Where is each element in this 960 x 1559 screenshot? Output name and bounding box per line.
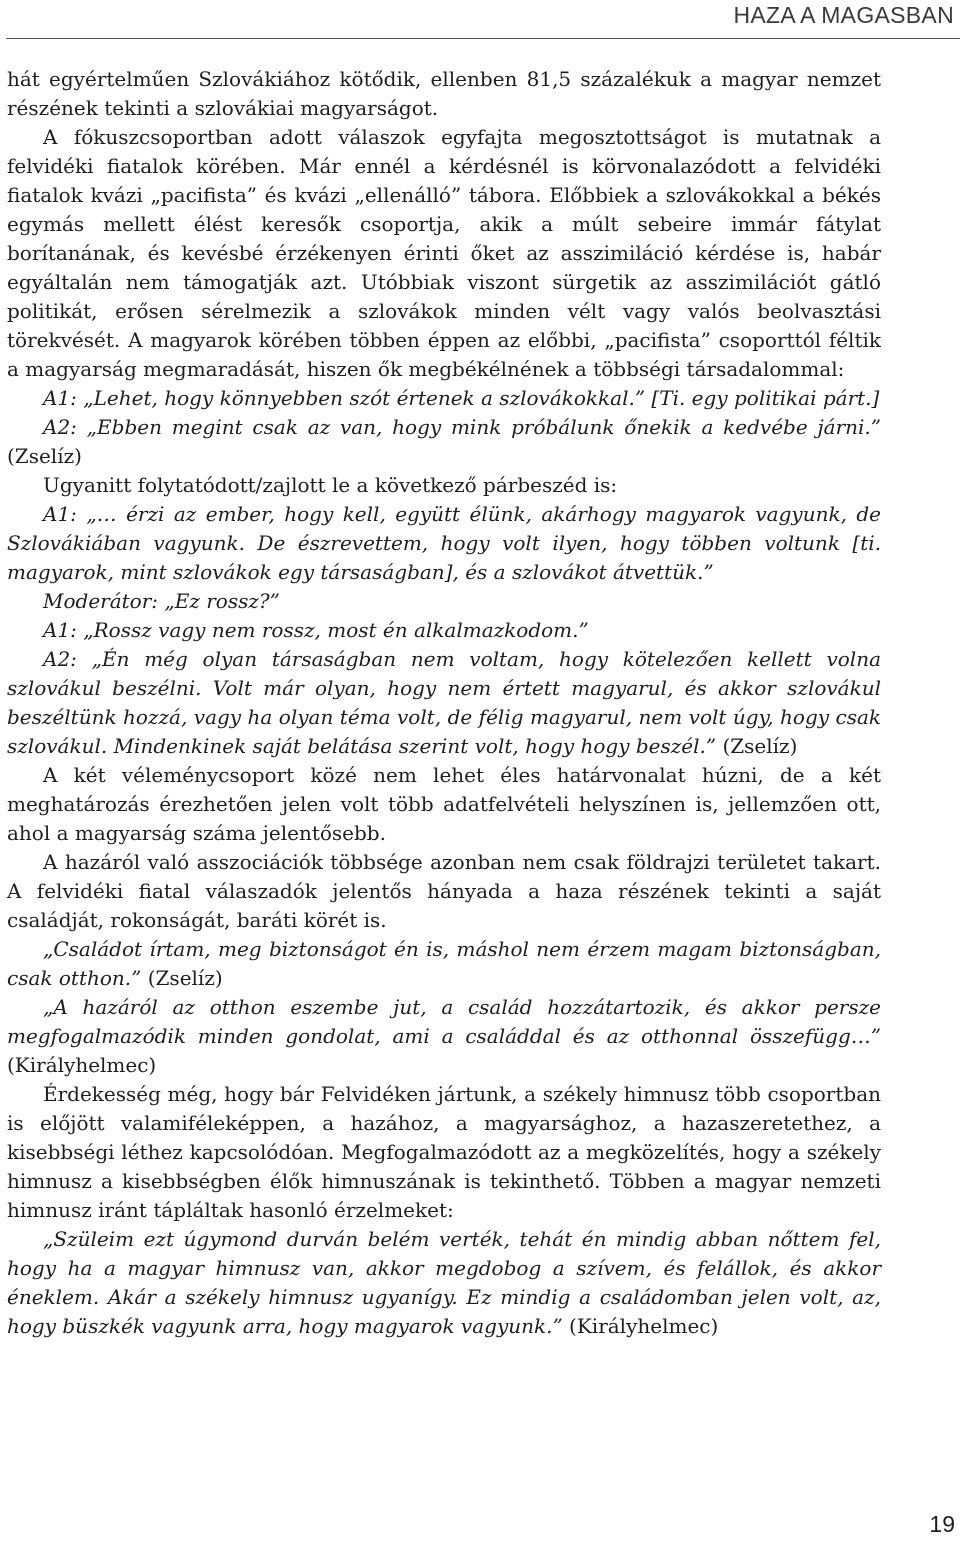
- paragraph: Érdekesség még, hogy bár Felvidéken jártunk, a székely himnusz több csoportban is előjött valamiféleképpen, a hazához, a magyarsághoz, a hazaszeretethez, a kisebbségi léthez kapcsolódóan. Megfogalmazódott az a megközelítés, hogy a székely himnusz a kisebbségben élők himnuszának is tekinthető. Többen a magyar nemzeti himnusz iránt tápláltak hasonló érzelmeket:: [7, 1082, 881, 1222]
- quote-line: Moderátor: „Ez rossz?”: [43, 589, 280, 613]
- running-header: HAZA A MAGASBAN: [733, 2, 954, 28]
- quote-source: (Királyhelmec): [562, 1314, 719, 1338]
- quote-line: [7, 1225, 881, 1341]
- quote-text: A2: „Én még olyan társaságban nem voltam, hogy kötelezően kellett volna szlovákul beszélni. Volt már olyan, hogy nem értett magyarul, és akkor szlovákul beszéltünk hozzá, vagy ha olyan téma volt, de félig magyarul, nem volt úgy, hogy csak szlovákul. Mindenkinek saját belátása szerint volt, hogy hogy beszél.”: [7, 647, 881, 758]
- header-rule: [6, 38, 960, 39]
- quote-line: A1: „… érzi az ember, hogy kell, együtt élünk, akárhogy magyarok vagyunk, de Szlovákiában vagyunk. De észrevettem, hogy volt ilyen, hogy többen voltunk [ti. magyarok, mint szlovákok egy társaságban], és a szlovákot átvettük.”: [7, 502, 881, 584]
- quote-source: (Zselíz): [7, 444, 82, 468]
- paragraph: A fókuszcsoportban adott válaszok egyfajta megosztottságot is mutatnak a felvidéki fiatalok körében. Már ennél a kérdésnél is körvonalazódott a felvidéki fiatalok kvázi „pacifista” és kvázi „ellenálló” tábora. Előbbiek a szlovákokkal a békés egymás mellett élést keresők csoportja, akik a múlt sebeire immár fátylat borítanának, és kevésbé érzékenyen érinti őket az asszimiláció kérdése is, habár egyáltalán nem támogatják azt. Utóbbiak viszont sürgetik az asszimilációt gátló politikát, erősen sérelmezik a szlovákok minden vélt vagy valós beolvasztási törekvését. A magyarok körében többen éppen az előbbi, „pacifista” csoporttól féltik a magyarság megmaradását, hiszen ők megbékélnének a többségi társadalommal:: [7, 125, 881, 381]
- page-number: 19: [929, 1511, 955, 1537]
- quote-line: [7, 935, 881, 993]
- quote-text: „A hazáról az otthon eszembe jut, a család hozzátartozik, és akkor persze megfogalmazódik minden gondolat, ami a családdal és az otthonnal összefügg…”: [7, 995, 881, 1048]
- quote-line: [7, 413, 881, 471]
- quote-line: [7, 645, 881, 761]
- quote-source: (Zselíz): [716, 734, 798, 758]
- quote-line: [7, 993, 881, 1080]
- body-text: [7, 65, 881, 1341]
- quote-text: A2: „Ebben megint csak az van, hogy mink próbálunk őnekik a kedvébe járni.”: [43, 415, 881, 439]
- paragraph: A két véleménycsoport közé nem lehet éles határvonalat húzni, de a két meghatározás érezhetően jelen volt több adatfelvételi helyszínen is, jellemzően ott, ahol a magyarság száma jelentősebb.: [7, 763, 881, 845]
- quote-text: „Szüleim ezt úgymond durván belém verték, tehát én mindig abban nőttem fel, hogy ha a magyar himnusz van, akkor megdobog a szívem, és felállok, és akkor éneklem. Akár a székely himnusz ugyanígy. Ez mindig a családomban jelen volt, az, hogy büszkék vagyunk arra, hogy magyarok vagyunk.”: [7, 1227, 881, 1338]
- quote-line: A1: „Lehet, hogy könnyebben szót értenek a szlovákokkal.” [Ti. egy politikai párt.]: [43, 386, 880, 410]
- paragraph: hát egyértelműen Szlovákiához kötődik, ellenben 81,5 százalékuk a magyar nemzet részének tekinti a szlovákiai magyarságot.: [7, 67, 881, 120]
- quote-source: (Királyhelmec): [7, 1053, 157, 1077]
- quote-line: A1: „Rossz vagy nem rossz, most én alkalmazkodom.”: [43, 618, 589, 642]
- quote-source: (Zselíz): [141, 966, 223, 990]
- quote-text: „Családot írtam, meg biztonságot én is, máshol nem érzem magam biztonságban, csak otthon.”: [7, 937, 881, 990]
- paragraph: A hazáról való asszociációk többsége azonban nem csak földrajzi területet takart. A felvidéki fiatal válaszadók jelentős hányada a haza részének tekinti a saját családját, rokonságát, baráti körét is.: [7, 850, 881, 932]
- paragraph: Ugyanitt folytatódott/zajlott le a következő párbeszéd is:: [43, 473, 618, 497]
